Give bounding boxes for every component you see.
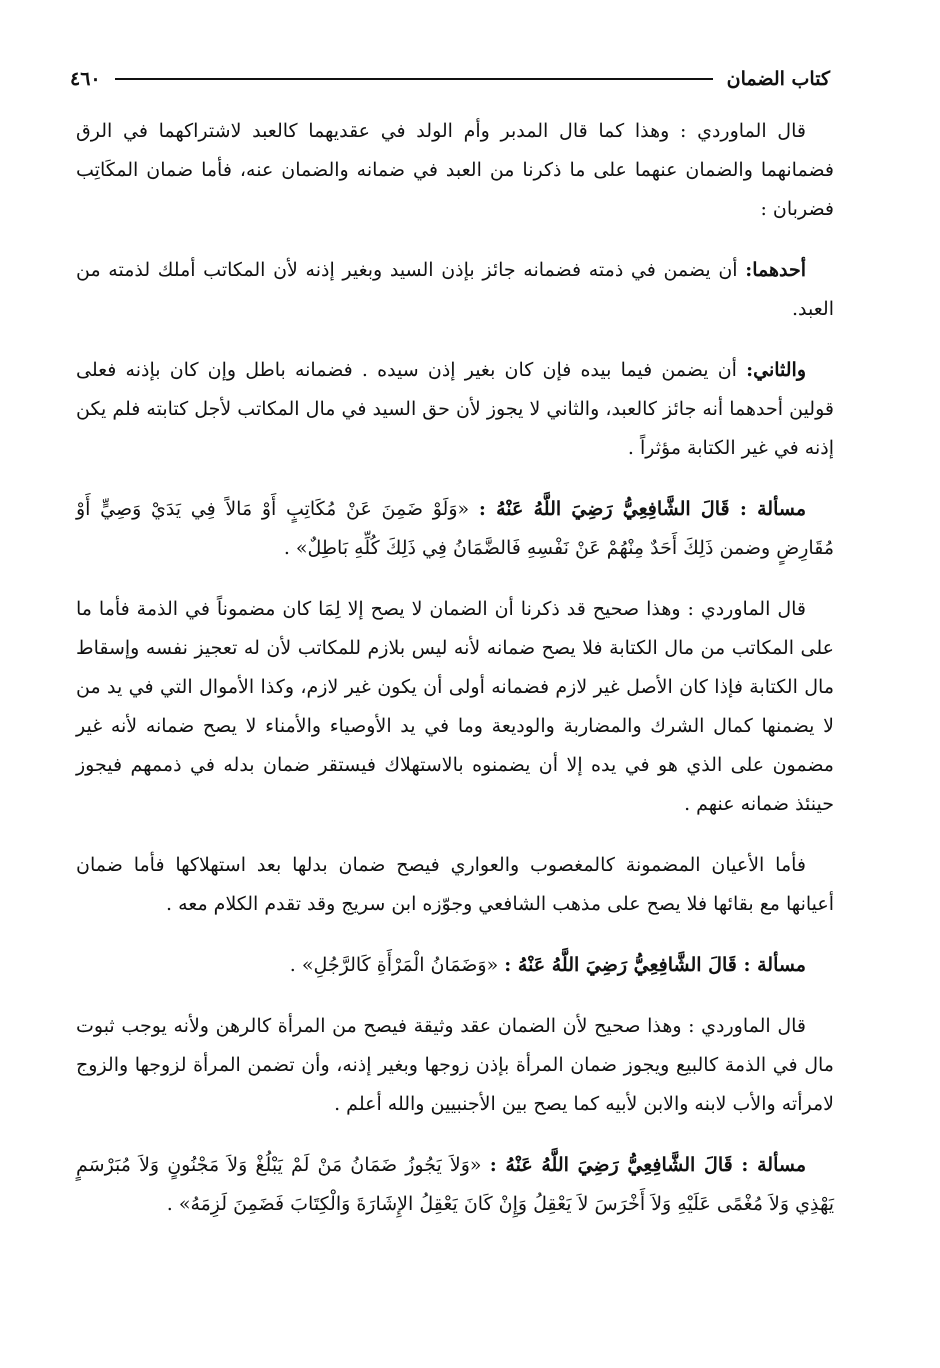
paragraph xyxy=(76,112,834,229)
masala-heading: مسألة : قَالَ الشَّافِعِيُّ رَضِيَ اللَّهُ عَنْهُ : xyxy=(478,498,806,520)
page-number: ٤٦٠ xyxy=(70,68,101,90)
paragraph-text: فأما الأعيان المضمونة كالمغصوب والعواري فيصح ضمان بدلها بعد استهلاكها فأما ضمان أعيانها مع بقائها فلا يصح على مذهب الشافعي وجوّزه ابن سريج وقد تقدم الكلام معه . xyxy=(76,854,834,915)
paragraph-lead: والثاني: xyxy=(746,359,806,381)
masala-paragraph xyxy=(76,946,834,985)
page-header xyxy=(70,62,830,96)
body-text xyxy=(76,112,834,1246)
masala-paragraph xyxy=(76,1146,834,1224)
paragraph xyxy=(76,590,834,824)
header-rule xyxy=(115,78,713,80)
paragraph xyxy=(76,846,834,924)
paragraph-text: أن يضمن فيما بيده فإن كان بغير إذن سيده . فضمانه باطل وإن كان بإذنه فعلى قولين أحدهما أنه جائز كالعبد، والثاني لا يجوز لأن حق السيد في مال المكاتب لأجل كتابته فلم يكن إذنه في غير الكتابة مؤثراً . xyxy=(76,359,834,459)
masala-heading: مسألة : قَالَ الشَّافِعِيُّ رَضِيَ اللَّهُ عَنْهُ : xyxy=(489,1154,806,1176)
quoted-text: «وَضَمَانُ الْمَرْأَةِ كَالرَّجُلِ» . xyxy=(289,954,505,976)
paragraph xyxy=(76,1007,834,1124)
quoted-text: «وَلَوْ ضَمِنَ عَنْ مُكَاتِبٍ أَوْ مَالاً فِي يَدَيْ وَصِيٍّ أَوْ مُقَارِضٍ وضمن ذَلِكَ أَحَدٌ مِنْهُمْ عَنْ نَفْسِهِ فَالضَّمَانُ فِي ذَلِكَ كُلِّهِ بَاطِلٌ» . xyxy=(76,498,834,559)
paragraph-lead: أحدهما: xyxy=(745,259,806,281)
quoted-text: «وَلاَ يَجُوزُ ضَمَانُ مَنْ لَمْ يَبْلُغْ وَلاَ مَجْنُونٍ وَلاَ مُبَرْسَمٍ يَهْذِي وَلاَ مُغْمًى عَلَيْهِ وَلاَ أَخْرَسَ لاَ يَعْقِلُ وَإِنْ كَانَ يَعْقِلُ الإِشَارَةَ وَالْكِتَابَ فَضَمِنَ لَزِمَهُ» . xyxy=(76,1154,834,1215)
paragraph xyxy=(76,251,834,329)
paragraph-text: قال الماوردي : وهذا كما قال المدبر وأم الولد في عقديهما كالعبد لاشتراكهما في الرق فضمانهما والضمان عنهما على ما ذكرنا من العبد في ضمانه والضمان عنه، فأما ضمان المكَاتِب فضربان : xyxy=(76,120,834,220)
paragraph-text: قال الماوردي : وهذا صحيح قد ذكرنا أن الضمان لا يصح إلا لِمَا كان مضموناً في الذمة فأما ما على المكاتب من مال الكتابة فلا يصح ضمانه لأنه ليس بلازم للمكاتب لأن له تعجيز نفسه وإسقاط مال الكتابة فإذا كان الأصل غير لازم فضمانه أولى أن يكون غير لازم، وكذا الأموال التي في يد من لا يضمنها كمال الشرك والمضاربة والوديعة وما في يد الأوصياء والأمناء لا يصح ضمانه لأنه غير مضمون على الذي هو في يده إلا أن يضمنوه بالاستهلاك فيستقر ضمان بدله في ذممهم فيجوز حينئذ ضمانه عنهم . xyxy=(76,598,834,815)
paragraph xyxy=(76,351,834,468)
paragraph-text: قال الماوردي : وهذا صحيح لأن الضمان عقد وثيقة فيصح من المرأة كالرهن ولأنه يوجب ثبوت مال في الذمة كالبيع ويجوز ضمان المرأة بإذن زوجها وبغير إذنه، وأن تضمن المرأة لزوجها والزوج لامرأته والأب لابنه والابن لأبيه كما يصح بين الأجنبيين والله أعلم . xyxy=(76,1015,834,1115)
paragraph-text: أن يضمن في ذمته فضمانه جائز بإذن السيد وبغير إذنه لأن المكاتب أملك لذمته من العبد. xyxy=(76,259,834,320)
masala-heading: مسألة : قَالَ الشَّافِعِيُّ رَضِيَ اللَّهُ عَنْهُ : xyxy=(504,954,806,976)
masala-paragraph xyxy=(76,490,834,568)
running-title: كتاب الضمان xyxy=(726,68,830,90)
